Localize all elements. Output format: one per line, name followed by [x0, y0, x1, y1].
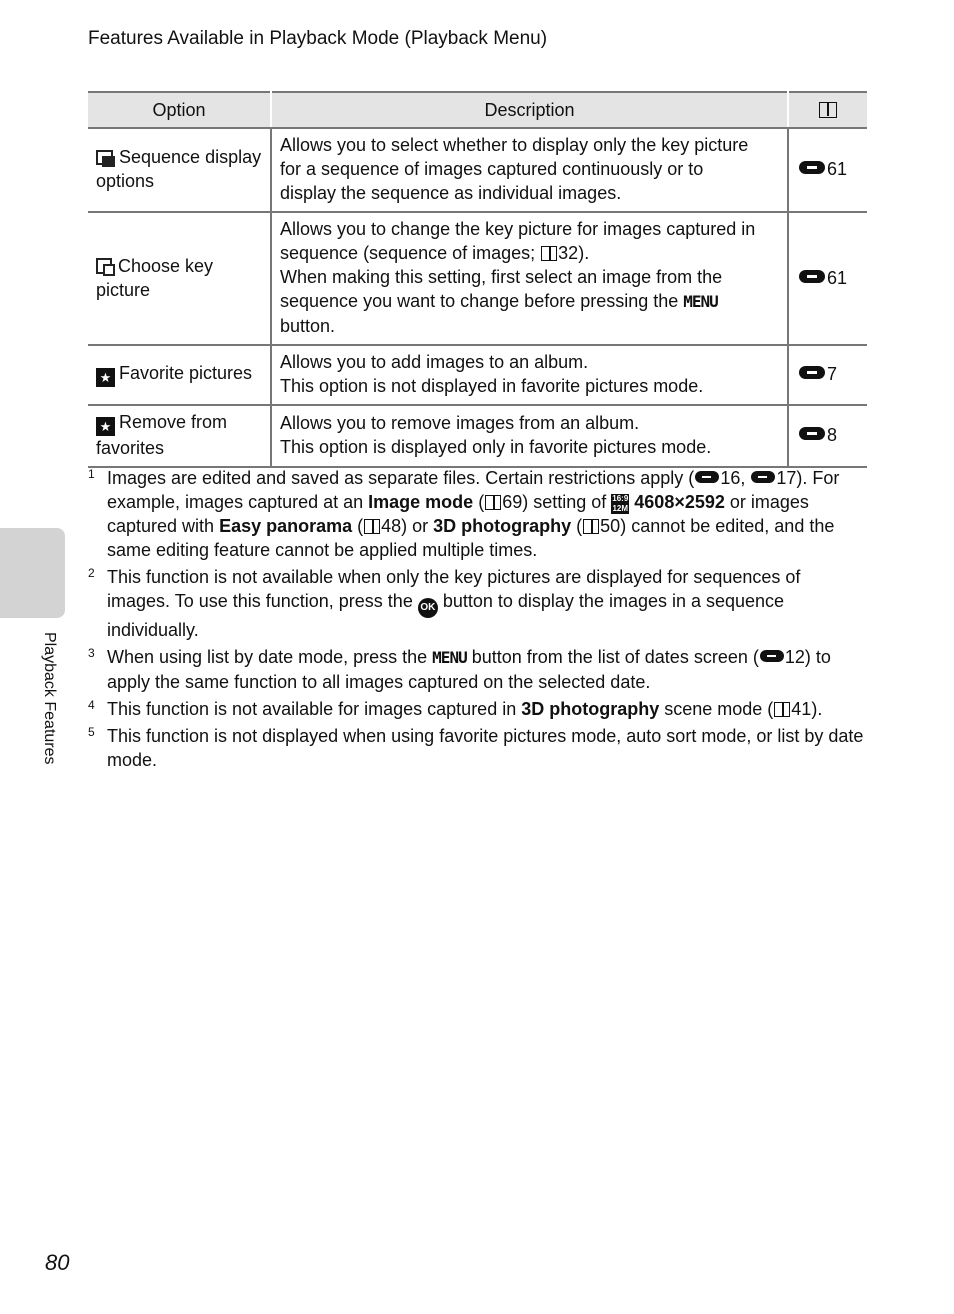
choose-key-picture-icon [96, 258, 112, 274]
description-cell [271, 128, 788, 212]
footnote-number: 1 [88, 467, 95, 481]
book-reference-icon [819, 102, 837, 118]
description-line: sequence you want to change before pressing the MENU [280, 291, 718, 311]
option-cell [88, 212, 271, 345]
reference-page: 8 [827, 425, 838, 445]
reference-section-icon [799, 270, 825, 283]
book-reference-icon [541, 246, 557, 261]
reference-section-icon [695, 471, 719, 483]
reference-cell [788, 345, 867, 405]
footnote: 4 This function is not available for images captured in 3D photography scene mode ( 41). [88, 697, 868, 721]
description-line: Allows you to select whether to display only the key picture [280, 135, 749, 155]
footnote: 3 When using list by date mode, press the MENU button from the list of dates screen ( 12) to apply the same function to all images captured on the selected date. [88, 645, 868, 694]
reference-section-icon [799, 366, 825, 379]
menu-button-icon: MENU [683, 292, 718, 311]
reference-cell [788, 405, 867, 467]
playback-menu-table [88, 91, 867, 468]
favorite-star-icon: ★ [96, 417, 115, 436]
option-label: Favorite pictures [119, 363, 253, 383]
description-line: Allows you to change the key picture for images captured in [280, 219, 756, 239]
table-row [88, 128, 867, 212]
reference-cell [788, 212, 867, 345]
description-line: When making this setting, first select an image from the [280, 267, 723, 287]
description-cell [271, 345, 788, 405]
column-header-description: Description [271, 92, 788, 128]
description-line: This option is not displayed in favorite pictures mode. [280, 376, 704, 396]
reference-page: 61 [827, 159, 848, 179]
description-cell [271, 405, 788, 467]
footnote: 2 This function is not available when only the key pictures are displayed for sequences of images. To use this function, press the OK button to display the images in a sequence individually. [88, 565, 868, 642]
option-label: Sequence display options [96, 147, 262, 191]
reference-section-icon [760, 650, 784, 662]
table-row [88, 212, 867, 345]
section-title: Features Available in Playback Mode (Playback Menu) [88, 28, 548, 49]
side-tab-label: Playback Features [41, 632, 58, 765]
description-line: Allows you to remove images from an album. [280, 413, 640, 433]
option-label: Choose key picture [96, 255, 214, 300]
reference-section-icon [799, 161, 825, 174]
reference-section-icon [751, 471, 775, 483]
description-line: button. [280, 316, 336, 336]
description-line: Allows you to add images to an album. [280, 352, 589, 372]
sequence-display-icon [96, 150, 113, 165]
footnotes [88, 466, 868, 775]
description-line: This option is displayed only in favorite pictures mode. [280, 437, 712, 457]
option-cell [88, 128, 271, 212]
menu-button-icon: MENU [432, 648, 467, 667]
description-line: for a sequence of images captured continuously or to [280, 159, 704, 179]
page-number: 80 [45, 1250, 70, 1275]
description-line: display the sequence as individual images. [280, 183, 622, 203]
description-line: sequence (sequence of images; 32). [280, 243, 590, 263]
ok-button-icon: OK [418, 598, 438, 618]
reference-section-icon [799, 427, 825, 440]
footnote-number: 5 [88, 725, 95, 739]
column-header-reference [788, 92, 867, 128]
table-header-row [88, 92, 867, 128]
footnote-number: 2 [88, 566, 95, 580]
reference-page: 7 [827, 364, 838, 384]
book-reference-icon [774, 702, 790, 717]
favorite-star-icon: ★ [96, 368, 115, 387]
option-cell [88, 405, 271, 467]
table-row [88, 405, 867, 467]
book-reference-icon [364, 519, 380, 534]
image-size-icon: 16:9 12M [612, 494, 629, 513]
reference-page: 61 [827, 267, 848, 288]
option-cell [88, 345, 271, 405]
column-header-option: Option [88, 92, 271, 128]
footnote: 1 Images are edited and saved as separate files. Certain restrictions apply ( 16, 17). For example, images captured at an Image mode ( 69) setting of 16:9 12M 4608×2592 or images captured with Easy panorama ( 48) or 3D photography ( 50) cannot be edited, and the same editing feature cannot be applied multiple times. [88, 466, 868, 562]
footnote-number: 3 [88, 646, 95, 660]
footnote-number: 4 [88, 698, 95, 712]
option-label: Remove from favorites [96, 412, 228, 458]
footnote: 5 This function is not displayed when using favorite pictures mode, auto sort mode, or list by date mode. [88, 724, 868, 772]
book-reference-icon [583, 519, 599, 534]
book-reference-icon [485, 495, 501, 510]
description-cell [271, 212, 788, 345]
table-row [88, 345, 867, 405]
side-tab [0, 528, 65, 618]
reference-cell [788, 128, 867, 212]
